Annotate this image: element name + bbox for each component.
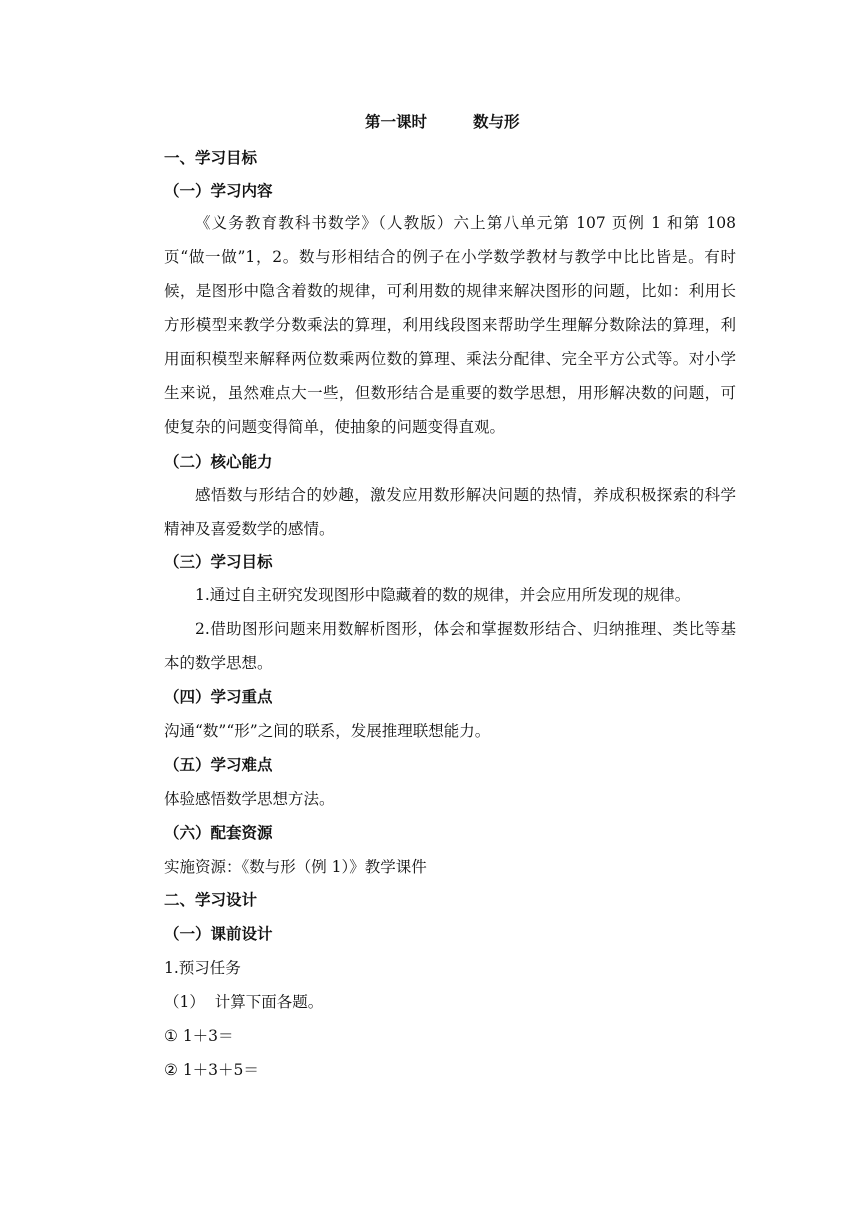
goals-item-1: 1.通过自主研究发现图形中隐藏着的数的规律，并会应用所发现的规律。 xyxy=(195,586,691,604)
question-2: ② 1＋3＋5＝ xyxy=(164,1061,259,1079)
goals-heading: （三）学习目标 xyxy=(164,553,273,571)
preclass-task: 1.预习任务 xyxy=(164,959,241,977)
section1-heading: 一、学习目标 xyxy=(164,149,258,167)
page-title xyxy=(365,110,520,132)
resources-text: 实施资源：《数与形（例 1）》教学课件 xyxy=(164,858,427,876)
ability-heading: （二）核心能力 xyxy=(164,453,273,471)
content-heading: （一）学习内容 xyxy=(164,182,273,200)
ability-paragraph: 感悟数与形结合的妙趣，激发应用数形解决问题的热情，养成积极探索的科学精神及喜爱数学的感情。 xyxy=(164,486,736,538)
preclass-heading: （一）课前设计 xyxy=(164,925,273,943)
title-topic: 数与形 xyxy=(473,113,520,131)
section2-heading: 二、学习设计 xyxy=(164,891,258,909)
keypoints-heading: （四）学习重点 xyxy=(164,688,273,706)
question-1: ① 1＋3＝ xyxy=(164,1027,234,1045)
resources-heading: （六）配套资源 xyxy=(164,824,273,842)
difficulty-heading: （五）学习难点 xyxy=(164,756,273,774)
preclass-subtask: （1） 计算下面各题。 xyxy=(164,993,324,1011)
difficulty-text: 体验感悟数学思想方法。 xyxy=(164,790,335,808)
keypoints-text: 沟通“数”“形”之间的联系，发展推理联想能力。 xyxy=(164,722,491,740)
title-lesson: 第一课时 xyxy=(365,113,428,131)
content-paragraph: 《义务教育教科书数学》（人教版）六上第八单元第 107 页例 1 和第 108 页“做一做”1，2。数与形相结合的例子在小学数学教材与教学中比比皆是。有时候，是图形中隐含着数的规律，可利用数的规律来解决图形的问题，比如：利用长方形模型来教学分数乘法的算理，利用线段图来帮助学生理解分数除法的算理，利用面积模型来解释两位数乘两位数的算理、乘法分配律、完全平方公式等。对小学生来说，虽然难点大一些，但数形结合是重要的数学思想，用形解决数的问题，可使复杂的问题变得简单，使抽象的问题变得直观。 xyxy=(164,214,736,436)
goals-item-2: 2.借助图形问题来用数解析图形，体会和掌握数形结合、归纳推理、类比等基本的数学思想。 xyxy=(164,620,736,672)
